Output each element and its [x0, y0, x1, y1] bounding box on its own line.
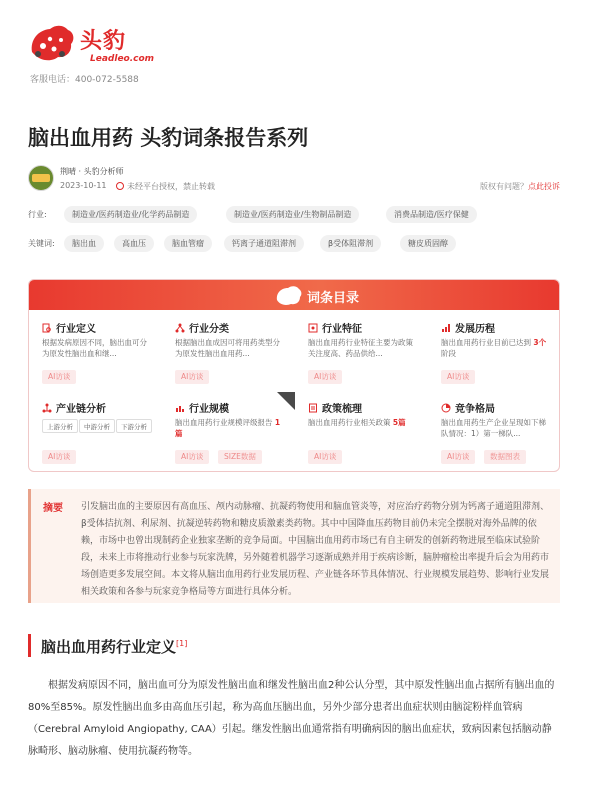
brand-name: 头豹 — [80, 29, 127, 54]
catalog-item-label: 竞争格局 — [455, 404, 495, 415]
ai-interview-button[interactable]: AI访谈 — [441, 370, 475, 384]
catalog-item-title — [42, 400, 106, 415]
catalog-item-definition[interactable] — [29, 312, 162, 392]
catalog-item-title — [308, 400, 362, 415]
leopard-head-icon — [275, 284, 303, 306]
summary-box — [28, 489, 560, 603]
desc-number: 1篇 — [175, 418, 281, 438]
catalog-item-title — [175, 400, 229, 415]
ai-interview-button[interactable]: AI访谈 — [175, 370, 209, 384]
catalog-item-desc: 脑出血用药行业特征主要为政策关注度高、药品供给... — [308, 338, 413, 358]
bar-growth-icon — [441, 323, 451, 333]
catalog-item-desc: 脑出血用药生产企业呈现如下梯队情况：1）第一梯队... — [441, 418, 546, 438]
keyword-tag[interactable]: 钙离子通道阻滞剂 — [224, 235, 304, 252]
scale-chart-icon — [175, 403, 185, 413]
upstream-chip[interactable]: 上游分析 — [42, 419, 78, 433]
catalog-item-competition[interactable] — [428, 392, 560, 472]
desc-text: 脑出血用药行业相关政策 — [308, 418, 393, 427]
keyword-tag[interactable]: 高血压 — [114, 235, 154, 252]
catalog-item-label: 政策梳理 — [322, 404, 362, 415]
author-name: 荆晴 · 头豹分析师 — [60, 167, 124, 176]
catalog-item-desc: 根据脑出血成因可将用药类型分为原发性脑出血用药... — [175, 338, 280, 358]
brand-site: Leadleo.com — [90, 54, 155, 64]
section-title-text: 脑出血用药行业定义 — [41, 638, 177, 656]
hierarchy-icon — [175, 323, 185, 333]
catalog-item-title — [308, 320, 362, 335]
summary-text: 引发脑出血的主要原因有高血压、颅内动脉瘤、抗凝药物使用和脑血管炎等，对应治疗药物分别为钙离子通道阻滞剂、β受体拮抗剂、利尿剂、抗凝逆转药物和糖皮质激素类药物。其中中国降血压药物目前仍未完全摆脱对海外品牌的依赖，市场中也曾出现制药企业独家垄断的竞争局面。中国脑出血用药市场已有自主研发的创新药物进展至临床试验阶段，未来上市将推动行业参与玩家洗牌，另外随着机器学习逐渐成熟并用于疾病诊断，脑肿瘤检出率提升后会为用药市场创造更多发展空间。本文将从脑出血用药行业发展历程、产业链各环节具体情况、行业规模发展趋势、影响行业发展相关政策和各参与玩家竞争格局等方面进行具体分析。 — [81, 502, 550, 597]
author-row — [28, 165, 560, 195]
keyword-tag[interactable]: 脑血管瘤 — [164, 235, 212, 252]
catalog-item-label: 行业特征 — [322, 324, 362, 335]
industry-tag[interactable]: 消费品制造/医疗保健 — [386, 206, 477, 223]
pie-icon — [441, 403, 451, 413]
ai-interview-button[interactable]: AI访谈 — [308, 450, 342, 464]
license-text: 未经平台授权，禁止转载 — [127, 182, 215, 191]
keyword-tag[interactable]: β受体阻滞剂 — [320, 235, 381, 252]
summary-label: 摘要 — [43, 503, 63, 514]
data-chart-button[interactable]: 数据图表 — [484, 450, 526, 464]
catalog-title: 词条目录 — [307, 291, 360, 306]
policy-doc-icon — [308, 403, 318, 413]
hotline-text: 客服电话：400-072-5588 — [30, 75, 139, 85]
catalog-item-desc: 根据发病原因不同，脑出血可分为原发性脑出血和继... — [42, 338, 147, 358]
avatar[interactable] — [28, 165, 54, 191]
license-notice — [116, 181, 215, 192]
keyword-row — [28, 235, 560, 253]
desc-number: 5篇 — [392, 418, 406, 427]
chain-icon — [42, 403, 52, 413]
catalog-item-title — [441, 320, 495, 335]
copyright-question-text: 版权有问题？ — [480, 182, 528, 191]
catalog-item-desc — [441, 337, 553, 359]
catalog-header — [29, 280, 559, 310]
page-title: 脑出血用药 头豹词条报告系列 — [28, 126, 309, 150]
industry-label: 行业: — [28, 210, 47, 219]
ai-interview-button[interactable]: AI访谈 — [175, 450, 209, 464]
keyword-label: 关键词: — [28, 239, 55, 248]
catalog-item-features[interactable] — [295, 312, 428, 392]
catalog-item-policy[interactable] — [295, 392, 428, 472]
forbidden-icon — [116, 182, 124, 190]
industry-tag[interactable]: 制造业/医药制造业/化学药品制造 — [64, 206, 197, 223]
desc-number: 3个 — [533, 338, 547, 347]
midstream-chip[interactable]: 中游分析 — [79, 419, 115, 433]
ai-interview-button[interactable]: AI访谈 — [42, 370, 76, 384]
desc-text: 脑出血用药行业规模评级报告 — [175, 418, 275, 427]
catalog-item-desc — [175, 417, 287, 439]
catalog-item-label: 行业分类 — [189, 324, 229, 335]
ai-interview-button[interactable]: AI访谈 — [441, 450, 475, 464]
catalog-item-label: 产业链分析 — [56, 404, 106, 415]
downstream-chip[interactable]: 下游分析 — [116, 419, 152, 433]
size-data-button[interactable]: SIZE数据 — [218, 450, 262, 464]
catalog-item-scale[interactable] — [162, 392, 295, 472]
catalog-item-label: 行业规模 — [189, 404, 229, 415]
catalog-item-label: 行业定义 — [56, 324, 96, 335]
keyword-tag[interactable]: 脑出血 — [64, 235, 104, 252]
keyword-tag[interactable]: 糖皮质固醇 — [400, 235, 456, 252]
desc-text: 阶段 — [441, 349, 456, 358]
corner-flag — [277, 392, 295, 410]
catalog-item-title — [175, 320, 229, 335]
industry-tag[interactable]: 制造业/医药制造业/生物制品制造 — [226, 206, 359, 223]
catalog-item-classification[interactable] — [162, 312, 295, 392]
industry-row — [28, 206, 560, 224]
catalog-item-chain[interactable] — [29, 392, 162, 472]
complaint-link[interactable]: 点此投诉 — [528, 182, 560, 191]
desc-text: 脑出血用药行业目前已达到 — [441, 338, 534, 347]
ai-interview-button[interactable]: AI访谈 — [308, 370, 342, 384]
copyright-question — [480, 181, 560, 192]
avatar-badge — [32, 174, 50, 182]
search-doc-icon — [42, 323, 52, 333]
publish-date: 2023-10-11 — [60, 181, 107, 190]
target-icon — [308, 323, 318, 333]
catalog-item-desc — [308, 417, 420, 428]
reference-link[interactable]: [1] — [176, 639, 188, 648]
catalog-panel — [28, 279, 560, 472]
catalog-item-title — [42, 320, 96, 335]
section-body: 根据发病原因不同，脑出血可分为原发性脑出血和继发性脑出血2种公认分型，其中原发性脑出血占据所有脑出血的80%至85%。原发性脑出血多由高血压引起，称为高血压脑出血，另外少部分患者出血症状则由脑淀粉样血管病（Cerebral Amyloid Angiopathy, CAA）引起。继发性脑出血通常指有明确病因的脑出血症状，致病因素包括脑动静脉畸形、脑动脉瘤、使用抗凝药物等。 — [28, 680, 555, 757]
leopard-logo-icon[interactable] — [28, 22, 76, 62]
catalog-item-label: 发展历程 — [455, 324, 495, 335]
section-title — [28, 634, 187, 657]
catalog-item-history[interactable] — [428, 312, 560, 392]
ai-interview-button[interactable]: AI访谈 — [42, 450, 76, 464]
catalog-item-title — [441, 400, 495, 415]
